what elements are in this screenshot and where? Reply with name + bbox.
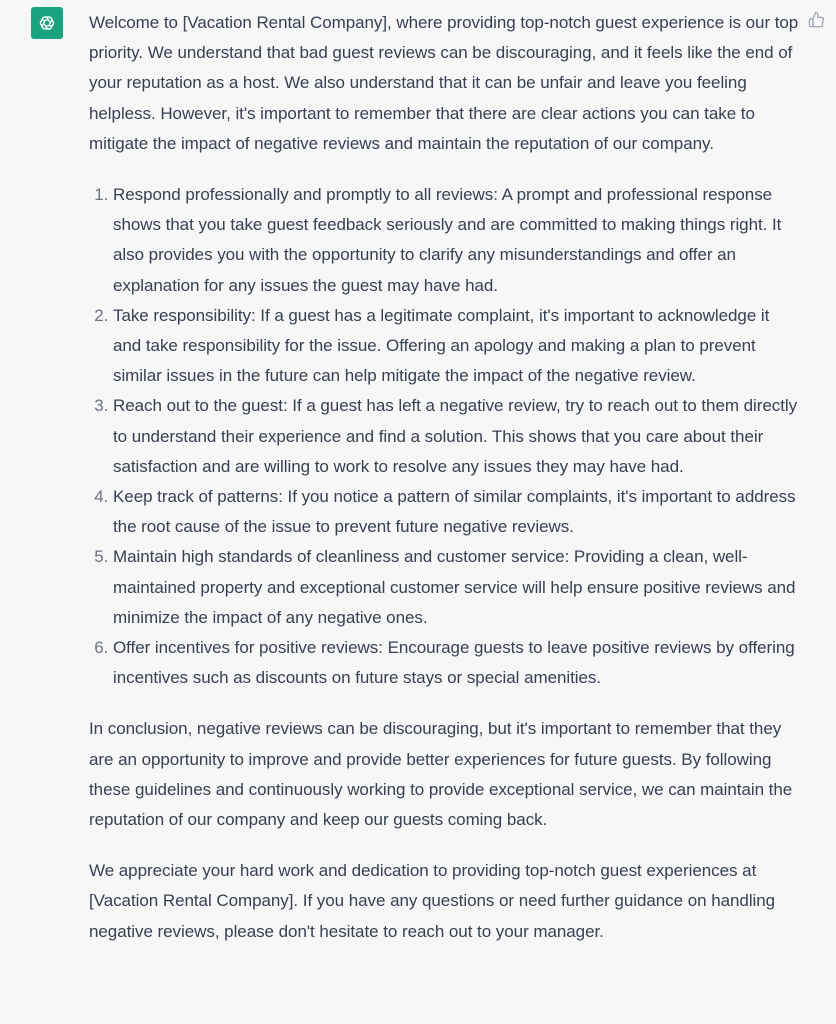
step-item: 2. Take responsibility: If a guest has a legitimate complaint, it's important to acknowledge it and take responsibility for the issue. Offering an apology and making a plan to prevent similar issues in the future can help mitigate the impact of the negative review. xyxy=(113,301,801,392)
step-item: 6. Offer incentives for positive reviews: Encourage guests to leave positive reviews by offering incentives such as discounts on future stays or special amenities. xyxy=(113,633,801,693)
step-item: 4. Keep track of patterns: If you notice a pattern of similar complaints, it's important to address the root cause of the issue to prevent future negative reviews. xyxy=(113,482,801,542)
openai-logo-icon xyxy=(36,12,58,34)
intro-paragraph: Welcome to [Vacation Rental Company], where providing top-notch guest experience is our top priority. We understand that bad guest reviews can be discouraging, and it feels like the end of your reputation as a host. We also understand that it can be unfair and leave you feeling helpless. However, it's important to remember that there are clear actions you can take to mitigate the impact of negative reviews and maintain the reputation of our company. xyxy=(89,13,799,153)
steps-list xyxy=(89,180,801,693)
closing-paragraph: We appreciate your hard work and dedication to providing top-notch guest experiences at [Vacation Rental Company]. If you have any questions or need further guidance on handling negative reviews, please don't hesitate to reach out to your manager. xyxy=(89,861,776,941)
thumbs-up-icon xyxy=(808,11,825,28)
step-item: 1. Respond professionally and promptly to all reviews: A prompt and professional response shows that you take guest feedback seriously and are committed to making things right. It also provides you with the opportunity to clarify any misunderstandings and offer an explanation for any issues the guest may have had. xyxy=(113,180,801,301)
conclusion-paragraph: In conclusion, negative reviews can be discouraging, but it's important to remember that they are an opportunity to improve and provide better experiences for future guests. By following these guidelines and continuously working to provide exceptional service, we can maintain the reputation of our company and keep our guests coming back. xyxy=(89,719,793,830)
message-content xyxy=(89,8,801,947)
thumbs-up-button[interactable] xyxy=(807,10,825,28)
assistant-avatar xyxy=(31,7,63,39)
step-item: 3. Reach out to the guest: If a guest has left a negative review, try to reach out to them directly to understand their experience and find a solution. This shows that you care about their satisfaction and are willing to work to resolve any issues they may have had. xyxy=(113,391,801,482)
step-item: 5. Maintain high standards of cleanliness and customer service: Providing a clean, well-maintained property and exceptional customer service will help ensure positive reviews and minimize the impact of any negative ones. xyxy=(113,542,801,633)
